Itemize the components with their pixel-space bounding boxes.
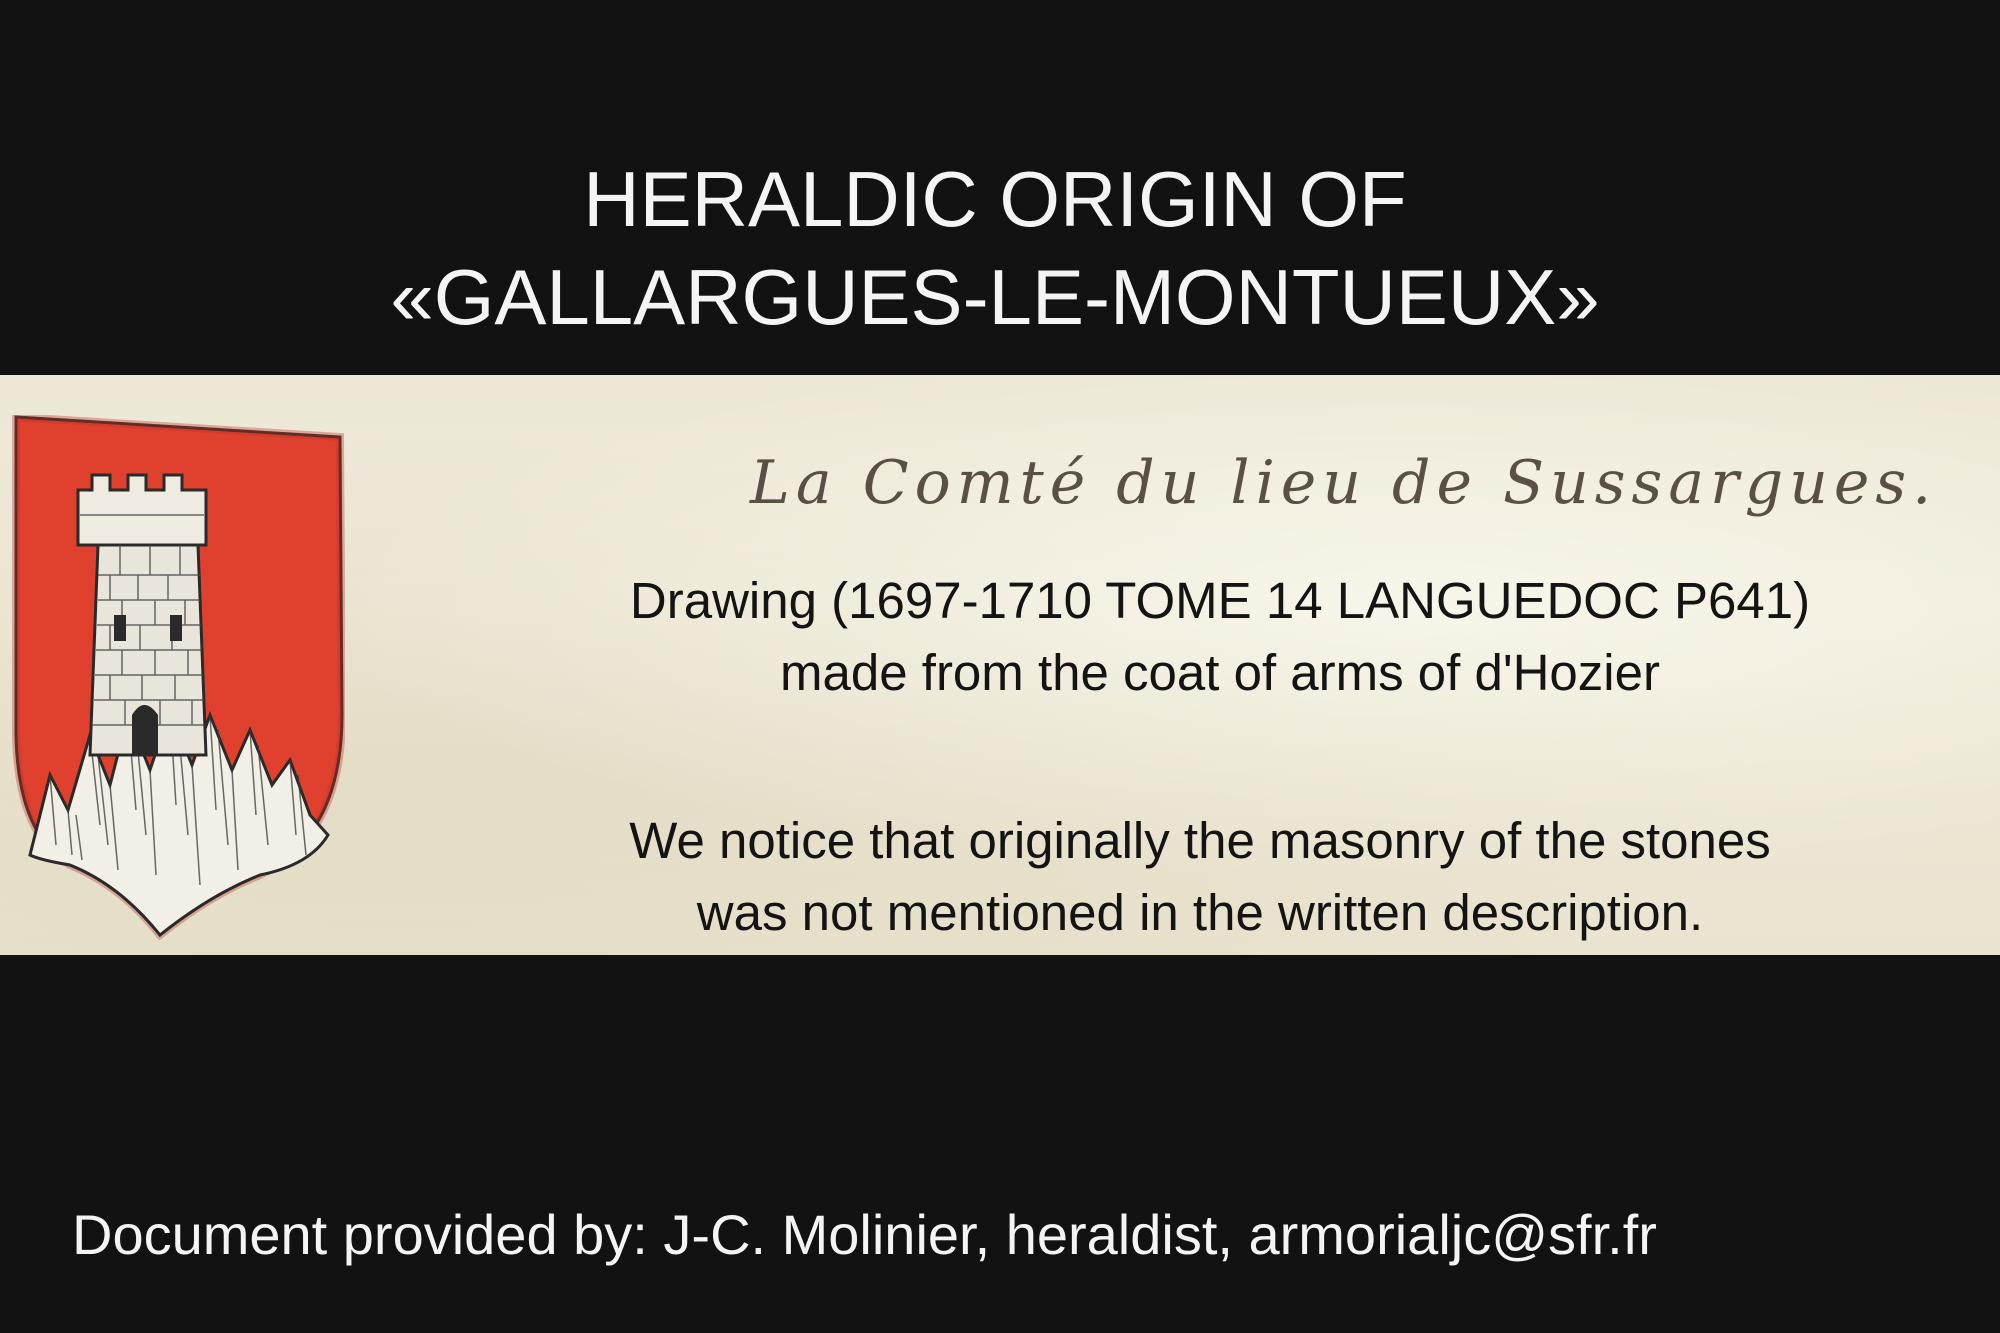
coat-of-arms-icon xyxy=(10,415,345,940)
page-title xyxy=(0,150,2000,346)
title-line-2: «GALLARGUES-LE-MONTUEUX» xyxy=(390,253,1600,341)
handwritten-caption-text: La Comté du lieu de Sussargues. xyxy=(750,448,1938,518)
description-line-2: made from the coat of arms of d'Hozier xyxy=(780,644,1660,701)
handwritten-caption xyxy=(740,415,1990,525)
title-line-1: HERALDIC ORIGIN OF xyxy=(583,155,1407,243)
description-line-4: was not mentioned in the written description. xyxy=(696,884,1704,941)
description-line-1: Drawing (1697-1710 TOME 14 LANGUEDOC P641) xyxy=(629,572,1811,629)
manuscript-band xyxy=(0,375,2000,955)
description-line-3: We notice that originally the masonry of the stones xyxy=(629,812,1771,869)
credit-line: Document provided by: J-C. Molinier, heraldist, armorialjc@sfr.fr xyxy=(72,1203,1657,1266)
